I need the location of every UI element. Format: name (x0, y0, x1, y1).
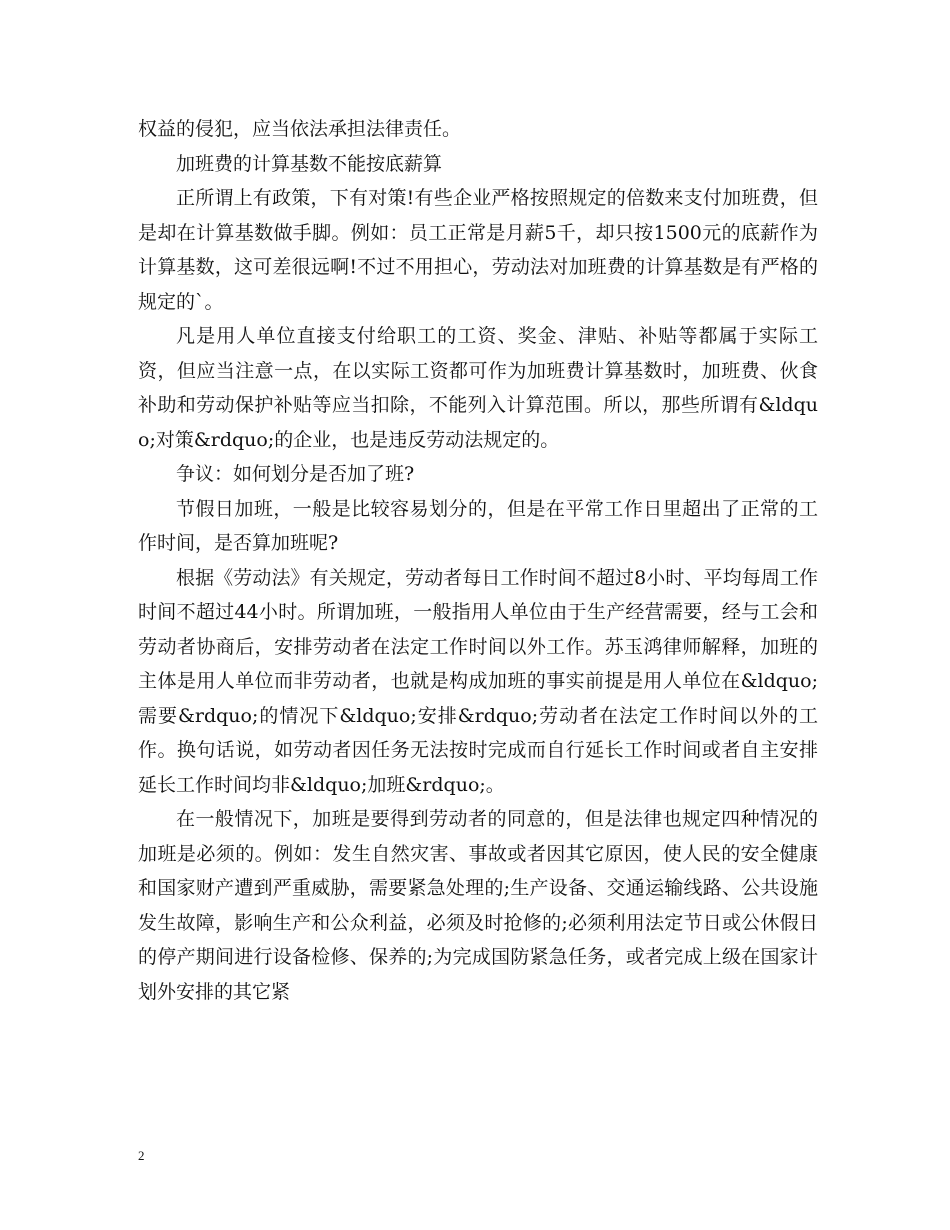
paragraph: 节假日加班，一般是比较容易划分的，但是在平常工作日里超出了正常的工作时间，是否算加班呢? (138, 497, 818, 554)
paragraph: 在一般情况下，加班是要得到劳动者的同意的，但是法律也规定四种情况的加班是必须的。例如：发生自然灾害、事故或者因其它原因，使人民的安全健康和国家财产遭到严重威胁，需要紧急处理的;生产设备、交通运输线路、公共设施发生故障，影响生产和公众利益，必须及时抢修的;必须利用法定节日或公休假日的停产期间进行设备检修、保养的;为完成国防紧急任务，或者完成上级在国家计划外安排的其它紧 (138, 808, 818, 1003)
document-body (138, 112, 818, 1009)
paragraph: 凡是用人单位直接支付给职工的工资、奖金、津贴、补贴等都属于实际工资，但应当注意一点，在以实际工资都可作为加班费计算基数时，加班费、伙食补助和劳动保护补贴等应当扣除，不能列入计算范围。所以，那些所谓有&ldquo;对策&rdquo;的企业，也是违反劳动法规定的。 (138, 325, 818, 451)
paragraph: 正所谓上有政策，下有对策!有些企业严格按照规定的倍数来支付加班费，但是却在计算基数做手脚。例如：员工正常是月薪5千，却只按1500元的底薪作为计算基数，这可差很远啊!不过不用担心，劳动法对加班费的计算基数是有严格的规定的`。 (138, 187, 818, 313)
page-number: 2 (138, 1148, 145, 1163)
paragraph: 根据《劳动法》有关规定，劳动者每日工作时间不超过8小时、平均每周工作时间不超过44小时。所谓加班，一般指用人单位由于生产经营需要，经与工会和劳动者协商后，安排劳动者在法定工作时间以外工作。苏玉鸿律师解释，加班的主体是用人单位而非劳动者，也就是构成加班的事实前提是用人单位在&ldquo;需要&rdquo;的情况下&ldquo;安排&rdquo;劳动者在法定工作时间以外的工作。换句话说，如劳动者因任务无法按时完成而自行延长工作时间或者自主安排延长工作时间均非&ldquo;加班&rdquo;。 (138, 566, 818, 796)
section-heading: 争议：如何划分是否加了班? (176, 463, 415, 485)
section-heading: 加班费的计算基数不能按底薪算 (176, 152, 443, 175)
paragraph: 权益的侵犯，应当依法承担法律责任。 (138, 118, 462, 140)
